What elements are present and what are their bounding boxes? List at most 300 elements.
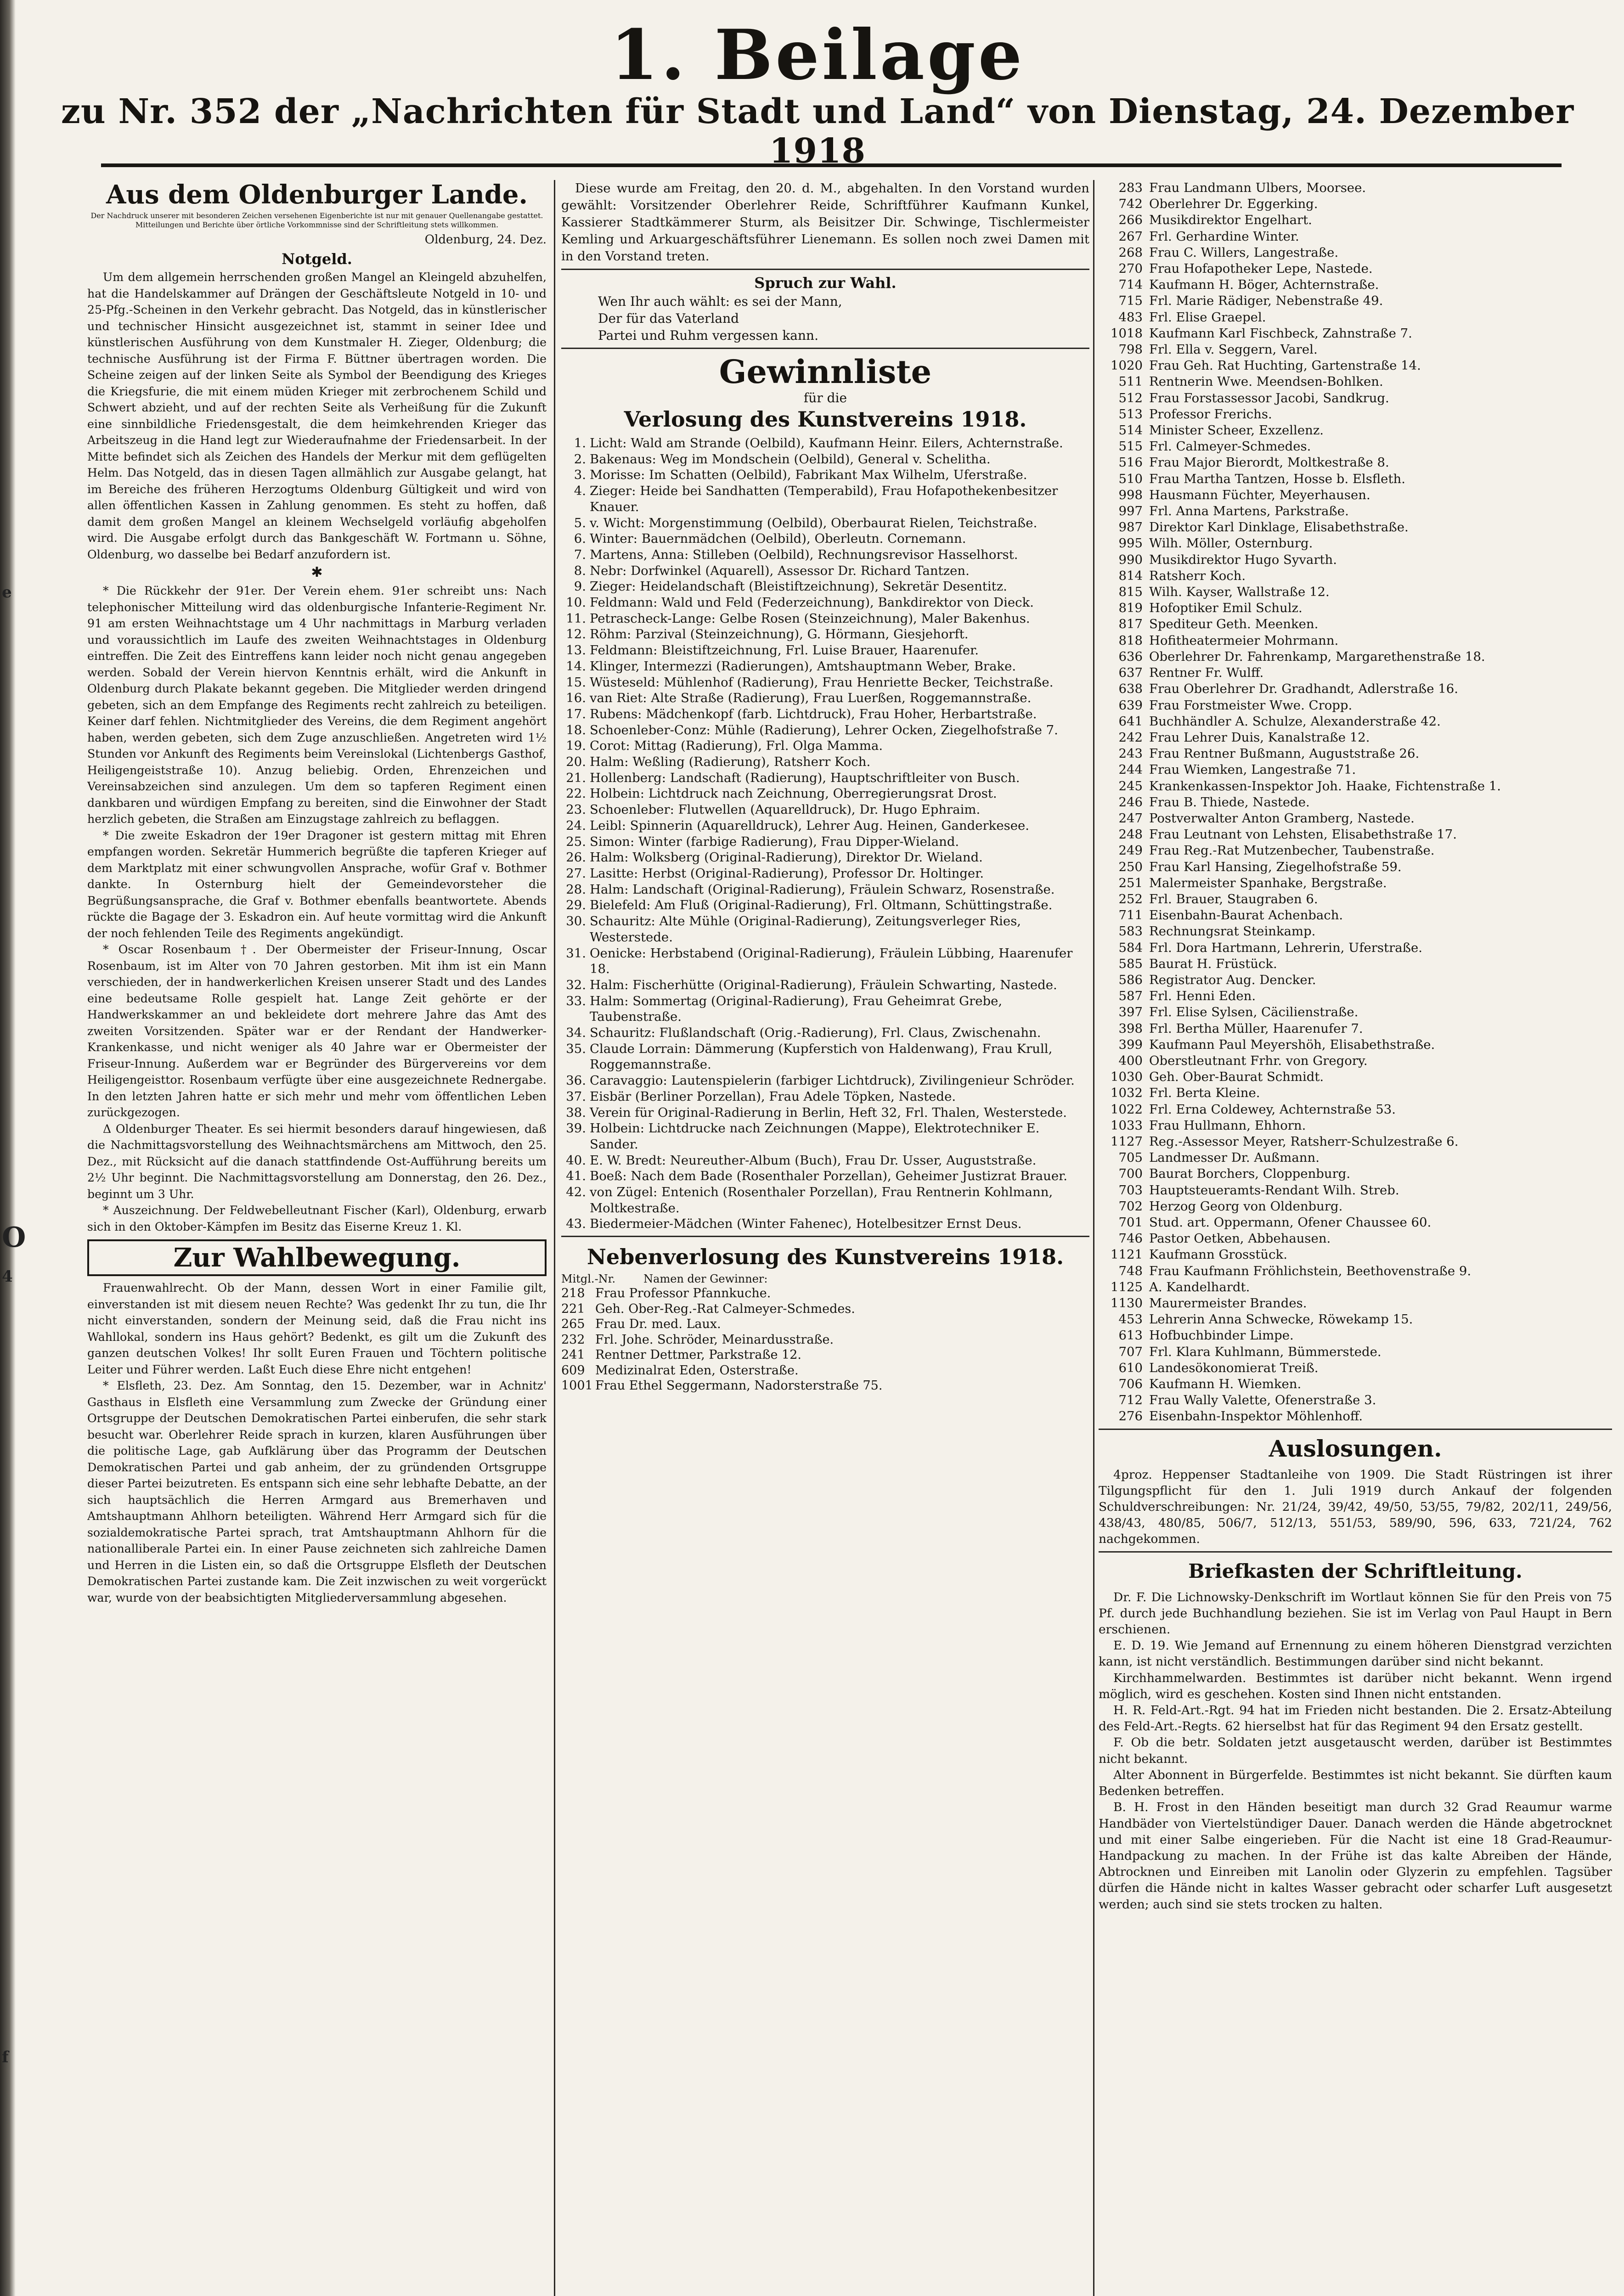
entry-text: Frl. Klara Kuhlmann, Bümmerstede. bbox=[1149, 1344, 1382, 1359]
entry-number: 819 bbox=[1118, 601, 1143, 616]
prize-entry bbox=[561, 1216, 1089, 1232]
entry-number: 8. bbox=[574, 563, 586, 578]
entry-text: Wilh. Möller, Osternburg. bbox=[1149, 536, 1313, 551]
column-rule bbox=[554, 180, 555, 2296]
entry-text: Hauptsteueramts-Rendant Wilh. Streb. bbox=[1149, 1182, 1399, 1198]
prize-entry bbox=[561, 897, 1089, 913]
winner-entry bbox=[1099, 519, 1612, 535]
entry-text: Frl. Gerhardine Winter. bbox=[1149, 229, 1299, 244]
entry-number: 516 bbox=[1118, 455, 1143, 470]
entry-text: Winter: Bauernmädchen (Oelbild), Oberleutn. Cornemann. bbox=[590, 531, 966, 546]
entry-number: 700 bbox=[1118, 1166, 1143, 1182]
entry-number: 714 bbox=[1118, 277, 1143, 293]
winner-entry bbox=[1099, 827, 1612, 843]
prize-entry bbox=[561, 531, 1089, 547]
winner-entry bbox=[1099, 616, 1612, 632]
winner-list bbox=[1099, 180, 1612, 1425]
entry-number: 1125 bbox=[1111, 1279, 1143, 1294]
prize-entry bbox=[561, 834, 1089, 850]
entry-text: van Riet: Alte Straße (Radierung), Frau Luerßen, Roggemannstraße. bbox=[590, 691, 1032, 706]
entry-number: 232 bbox=[561, 1332, 585, 1347]
side-prize-entry bbox=[561, 1301, 1089, 1317]
prize-entry bbox=[561, 977, 1089, 993]
entry-number: 221 bbox=[561, 1301, 585, 1316]
entry-number: 641 bbox=[1118, 714, 1143, 729]
winner-entry bbox=[1099, 584, 1612, 600]
entry-number: 514 bbox=[1118, 423, 1143, 438]
entry-text: Feldmann: Wald und Feld (Federzeichnung), Bankdirektor von Dieck. bbox=[590, 595, 1034, 610]
winner-entry bbox=[1099, 293, 1612, 309]
member-no-header: Mitgl.-Nr. bbox=[561, 1272, 616, 1286]
divider bbox=[561, 1236, 1089, 1237]
news-item: Δ Oldenburger Theater. Es sei hiermit besonders darauf hingewiesen, daß die Nachmittagsvorstellung des Weihnachtsmärchens am Mittwoch, den 25. Dez., mit Rücksicht auf die danach stattfindende Ost-Aufführung bereits um 2½ Uhr beginnt. Die Nachmittagsvorstellung am Donnerstag, den 26. Dez., beginnt um 3 Uhr. bbox=[87, 1122, 547, 1201]
prize-entry bbox=[561, 993, 1089, 1025]
prize-entry bbox=[561, 866, 1089, 882]
entry-number: 1121 bbox=[1111, 1247, 1143, 1262]
entry-number: 637 bbox=[1118, 665, 1143, 681]
entry-number: 11. bbox=[566, 611, 586, 626]
entry-number: 701 bbox=[1118, 1215, 1143, 1230]
side-prize-entry bbox=[561, 1286, 1089, 1301]
winner-entry bbox=[1099, 261, 1612, 277]
edge-fragment: e bbox=[2, 583, 12, 602]
entry-number: 265 bbox=[561, 1317, 585, 1332]
winner-entry bbox=[1099, 1360, 1612, 1376]
winner-entry bbox=[1099, 1215, 1612, 1231]
entry-number: 511 bbox=[1118, 374, 1143, 389]
entry-text: Baurat Borchers, Cloppenburg. bbox=[1149, 1166, 1351, 1182]
entry-text: Eisenbahn-Baurat Achenbach. bbox=[1149, 908, 1343, 923]
masthead bbox=[28, 15, 1607, 171]
entry-text: Geh. Ober-Baurat Schmidt. bbox=[1149, 1069, 1324, 1085]
prize-entry bbox=[561, 547, 1089, 563]
entry-text: Frau Oberlehrer Dr. Gradhandt, Adlerstraße 16. bbox=[1149, 681, 1458, 697]
reprint-note: Der Nachdruck unserer mit besonderen Zeichen versehenen Eigenberichte ist nur mit genauer Quellenangabe gestattet. Mitteilungen und Berichte über örtliche Vorkommnisse sind der Schriftleitung stets willkommen. bbox=[90, 211, 543, 229]
winner-entry bbox=[1099, 180, 1612, 196]
entry-text: Landesökonomierat Treiß. bbox=[1149, 1360, 1319, 1375]
entry-number: 998 bbox=[1118, 487, 1143, 502]
entry-number: 510 bbox=[1118, 471, 1143, 486]
edge-fragment: O bbox=[2, 1221, 26, 1254]
entry-text: Halm: Fischerhütte (Original-Radierung), Fräulein Schwarting, Nastede. bbox=[590, 977, 1057, 992]
prize-entry bbox=[561, 675, 1089, 691]
prize-entry bbox=[561, 563, 1089, 579]
prize-entry bbox=[561, 467, 1089, 483]
winner-entry bbox=[1099, 568, 1612, 584]
entry-number: 583 bbox=[1118, 924, 1143, 939]
gewinnliste-subtitle: für die bbox=[803, 390, 847, 405]
entry-number: 1033 bbox=[1111, 1118, 1143, 1133]
winner-entry bbox=[1099, 310, 1612, 326]
entry-number: 242 bbox=[1118, 730, 1143, 745]
winner-entry bbox=[1099, 698, 1612, 714]
prize-entry bbox=[561, 626, 1089, 642]
winner-entry bbox=[1099, 503, 1612, 519]
entry-text: Frau B. Thiede, Nastede. bbox=[1149, 794, 1310, 810]
prize-entry bbox=[561, 579, 1089, 595]
entry-text: Ratsherr Koch. bbox=[1149, 568, 1246, 583]
prize-entry bbox=[561, 945, 1089, 977]
letter-answer: B. H. Frost in den Händen beseitigt man durch 32 Grad Reaumur warme Handbäder von Viertelstündiger Dauer. Danach werden die Hände abgetrocknet und mit einer Salbe eingerieben. Für die Nacht ist eine 18 Grad-Reaumur-Handpackung zu machen. In der Frühe ist das kalte Abreiben der Hände, Abtrocknen und Einreiben mit Lanolin oder Glyzerin zu empfehlen. Tagsüber dürfen die Hände nicht in kaltes Wasser gebracht oder scharfer Luft ausgesetzt werden; auch sind sie stets trocken zu halten. bbox=[1099, 1800, 1612, 1912]
entry-number: 17. bbox=[566, 706, 586, 721]
winner-entry bbox=[1099, 1069, 1612, 1085]
column-lottery bbox=[561, 180, 1089, 2296]
entry-number: 587 bbox=[1118, 989, 1143, 1004]
winner-entry bbox=[1099, 1182, 1612, 1199]
entry-number: 22. bbox=[566, 786, 586, 801]
entry-number: 18. bbox=[566, 722, 586, 737]
poem-line: Wen Ihr auch wählt: es sei der Mann, bbox=[598, 294, 842, 309]
entry-number: 483 bbox=[1118, 310, 1143, 325]
winner-entry bbox=[1099, 455, 1612, 471]
entry-number: 4. bbox=[574, 484, 586, 499]
prize-entry bbox=[561, 850, 1089, 866]
entry-text: Oberlehrer Dr. Eggerking. bbox=[1149, 197, 1318, 212]
entry-number: 746 bbox=[1118, 1231, 1143, 1246]
prize-entry bbox=[561, 1184, 1089, 1216]
winner-entry bbox=[1099, 552, 1612, 568]
entry-text: Direktor Karl Dinklage, Elisabethstraße. bbox=[1149, 520, 1409, 535]
entry-text: v. Wicht: Morgenstimmung (Oelbild), Oberbaurat Rielen, Teichstraße. bbox=[590, 515, 1038, 530]
side-prize-entry bbox=[561, 1317, 1089, 1332]
winner-entry bbox=[1099, 1166, 1612, 1182]
winner-entry bbox=[1099, 1021, 1612, 1037]
letter-answer: Kirchhammelwarden. Bestimmtes ist darüber nicht bekannt. Wenn irgend möglich, wird es geschehen. Kosten sind Ihnen nicht entstanden. bbox=[1099, 1671, 1612, 1701]
winner-entry bbox=[1099, 277, 1612, 293]
entry-number: 247 bbox=[1118, 810, 1143, 826]
entry-text: Geh. Ober-Reg.-Rat Calmeyer-Schmedes. bbox=[595, 1301, 855, 1316]
entry-text: Schauritz: Alte Mühle (Original-Radierung), Zeitungsverleger Ries, Westerstede. bbox=[590, 914, 1021, 945]
entry-text: Halm: Landschaft (Original-Radierung), Fräulein Schwarz, Rosenstraße. bbox=[590, 882, 1055, 897]
entry-number: 997 bbox=[1118, 504, 1143, 519]
entry-number: 30. bbox=[566, 914, 586, 929]
entry-number: 400 bbox=[1118, 1053, 1143, 1068]
prize-entry bbox=[561, 913, 1089, 945]
entry-number: 43. bbox=[566, 1216, 586, 1232]
winner-entry bbox=[1099, 972, 1612, 988]
winner-entry bbox=[1099, 374, 1612, 390]
entry-number: 817 bbox=[1118, 617, 1143, 632]
winner-entry bbox=[1099, 746, 1612, 762]
entry-text: Kaufmann Paul Meyershöh, Elisabethstraße. bbox=[1149, 1037, 1435, 1052]
prize-entry bbox=[561, 1120, 1089, 1152]
entry-text: Spediteur Geth. Meenken. bbox=[1149, 617, 1319, 632]
entry-text: Oberstleutnant Frhr. von Gregory. bbox=[1149, 1053, 1368, 1068]
entry-text: Kaufmann H. Wiemken. bbox=[1149, 1377, 1302, 1392]
entry-text: Oberlehrer Dr. Fahrenkamp, Margarethenstraße 18. bbox=[1149, 649, 1485, 664]
entry-number: 25. bbox=[566, 834, 586, 849]
winner-entry bbox=[1099, 891, 1612, 907]
entry-number: 6. bbox=[574, 531, 586, 546]
winner-entry bbox=[1099, 1311, 1612, 1328]
entry-text: Minister Scheer, Exzellenz. bbox=[1149, 423, 1324, 438]
winner-entry bbox=[1099, 390, 1612, 406]
entry-text: Feldmann: Bleistiftzeichnung, Frl. Luise Brauer, Haarenufer. bbox=[590, 643, 979, 658]
gewinnliste-subtitle-2: Verlosung des Kunstvereins 1918. bbox=[624, 407, 1027, 432]
entry-text: Frl. Erna Coldewey, Achternstraße 53. bbox=[1149, 1102, 1396, 1117]
winner-entry bbox=[1099, 600, 1612, 616]
entry-number: 36. bbox=[566, 1073, 586, 1088]
entry-text: Professor Frerichs. bbox=[1149, 406, 1272, 422]
entry-number: 1020 bbox=[1111, 358, 1143, 373]
entry-text: Frau C. Willers, Langestraße. bbox=[1149, 245, 1339, 260]
poem-line: Der für das Vaterland bbox=[598, 311, 739, 326]
winner-entry bbox=[1099, 487, 1612, 503]
entry-number: 814 bbox=[1118, 568, 1143, 583]
prize-entry bbox=[561, 690, 1089, 706]
prize-list bbox=[561, 435, 1089, 1232]
winner-entry bbox=[1099, 1199, 1612, 1215]
entry-text: Frl. Elise Graepel. bbox=[1149, 310, 1266, 325]
entry-text: Bielefeld: Am Fluß (Original-Radierung), Frl. Oltmann, Schüttingstraße. bbox=[590, 898, 1053, 913]
winner-entry bbox=[1099, 794, 1612, 810]
winner-entry bbox=[1099, 1053, 1612, 1069]
entry-text: Frau Forstassessor Jacobi, Sandkrug. bbox=[1149, 390, 1389, 405]
auslosungen-title: Auslosungen. bbox=[1269, 1435, 1442, 1462]
prize-entry bbox=[561, 706, 1089, 722]
election-intro: Diese wurde am Freitag, den 20. d. M., abgehalten. In den Vorstand wurden gewählt: Vorsitzender Oberlehrer Reide, Schriftführer Kaufmann Kunkel, Kassierer Stadtkämmerer Sturm, als Beisitzer Dir. Schwinge, Tischlermeister Kemling und Arkuargeschäftsführer Lienemann. Es sollen noch zwei Damen mit in den Vorstand treten. bbox=[561, 181, 1089, 264]
entry-number: 706 bbox=[1118, 1377, 1143, 1392]
entry-text: Malermeister Spanhake, Bergstraße. bbox=[1149, 875, 1387, 890]
entry-number: 9. bbox=[574, 579, 586, 594]
auslosungen-text: 4proz. Heppenser Stadtanleihe von 1909. Die Stadt Rüstringen ist ihrer Tilgungspflicht für den 1. Juli 1919 durch Ankauf der folgenden Schuldverschreibungen: Nr. 21/24, 39/42, 49/50, 53/55, 79/82, 202/11, 249/56, 438/43, 480/85, 506/7, 512/13, 551/53, 589/90, 596, 633, 721/24, 762 nachgekommen. bbox=[1099, 1467, 1612, 1547]
entry-text: Frau Hullmann, Ehhorn. bbox=[1149, 1118, 1306, 1133]
entry-number: 748 bbox=[1118, 1263, 1143, 1278]
entry-number: 513 bbox=[1118, 406, 1143, 422]
entry-number: 27. bbox=[566, 866, 586, 881]
winner-entry bbox=[1099, 1392, 1612, 1408]
prize-entry bbox=[561, 786, 1089, 802]
entry-number: 702 bbox=[1118, 1199, 1143, 1214]
entry-text: Rentnerin Wwe. Meendsen-Bohlken. bbox=[1149, 374, 1383, 389]
side-prize-entry bbox=[561, 1332, 1089, 1348]
letter-answer: Dr. F. Die Lichnowsky-Denkschrift im Wortlaut können Sie für den Preis von 75 Pf. durch jede Buchhandlung beziehen. Sie ist im Verlag von Paul Haupt in Bern erschienen. bbox=[1099, 1590, 1612, 1637]
entry-text: Frau Ethel Seggermann, Nadorsterstraße 75. bbox=[595, 1379, 883, 1393]
entry-number: 14. bbox=[566, 658, 586, 674]
entry-text: Rechnungsrat Steinkamp. bbox=[1149, 924, 1316, 939]
winner-entry bbox=[1099, 406, 1612, 422]
header-rule bbox=[101, 163, 1562, 167]
wahl-item: Frauenwahlrecht. Ob der Mann, dessen Wort in einer Familie gilt, einverstanden ist mit diesem neuen Rechte? Was gedenkt Ihr zu tun, die Ihr nicht einverstanden, sondern der Meinung seid, daß die Frau nicht ins Wahllokal, sondern ins Haus gehört? Bedenkt, es gilt um die Zukunft des ganzen deutschen Volkes! Ihr sollt Euren Frauen und Töchtern politische Leiter und Führer werden. Laßt Euch diese Ehre nicht entgehen! bbox=[87, 1281, 547, 1376]
winner-entry bbox=[1099, 859, 1612, 875]
entry-number: 248 bbox=[1118, 827, 1143, 842]
entry-number: 5. bbox=[574, 515, 586, 530]
winner-entry bbox=[1099, 665, 1612, 681]
entry-text: Wilh. Kayser, Wallstraße 12. bbox=[1149, 585, 1330, 600]
prize-entry bbox=[561, 722, 1089, 738]
entry-text: Hofbuchbinder Limpe. bbox=[1149, 1328, 1294, 1343]
entry-text: Holbein: Lichtdruck nach Zeichnung, Oberregierungsrat Drost. bbox=[590, 786, 997, 801]
prize-entry bbox=[561, 818, 1089, 834]
entry-number: 218 bbox=[561, 1286, 585, 1301]
entry-number: 638 bbox=[1118, 681, 1143, 697]
entry-text: Hofoptiker Emil Schulz. bbox=[1149, 601, 1303, 616]
entry-number: 243 bbox=[1118, 746, 1143, 761]
entry-number: 37. bbox=[566, 1089, 586, 1104]
entry-text: Frl. Bertha Müller, Haarenufer 7. bbox=[1149, 1021, 1363, 1036]
entry-number: 1018 bbox=[1111, 326, 1143, 341]
side-prize-entry bbox=[561, 1378, 1089, 1394]
winner-entry bbox=[1099, 923, 1612, 940]
entry-number: 244 bbox=[1118, 762, 1143, 777]
entry-text: Frau Leutnant von Lehsten, Elisabethstraße 17. bbox=[1149, 827, 1457, 842]
entry-text: Eisenbahn-Inspektor Möhlenhoff. bbox=[1149, 1409, 1363, 1424]
prize-entry bbox=[561, 754, 1089, 770]
winner-entry bbox=[1099, 649, 1612, 665]
spruch-title: Spruch zur Wahl. bbox=[754, 274, 897, 292]
entry-text: Leibl: Spinnerin (Aquarelldruck), Lehrer Aug. Heinen, Ganderkesee. bbox=[590, 818, 1029, 833]
nebenverlosung-title: Nebenverlosung des Kunstvereins 1918. bbox=[586, 1244, 1064, 1270]
winner-entry bbox=[1099, 681, 1612, 697]
entry-text: Reg.-Assessor Meyer, Ratsherr-Schulzestraße 6. bbox=[1149, 1134, 1459, 1149]
entry-number: 23. bbox=[566, 802, 586, 817]
entry-number: 397 bbox=[1118, 1005, 1143, 1020]
wahl-item: * Elsfleth, 23. Dez. Am Sonntag, den 15. Dezember, war in Achnitz' Gasthaus in Elsfleth eine Versammlung zum Zwecke der Gründung einer Ortsgruppe der Deutschen Demokratischen Partei einberufen, die sehr stark besucht war. Oberlehrer Reide sprach in kurzen, klaren Ausführungen über die politische Lage, gab Aufklärung über das Programm der Deutschen Demokratischen Partei und gab anheim, der zu gründenden Ortsgruppe dieser Partei beizutreten. Es entspann sich eine sehr lebhafte Debatte, an der sich hauptsächlich die Herren Armgard aus Bremerhaven und Amtshauptmann Ahlhorn beteiligten. Während Herr Armgard sich für die sozialdemokratische Partei sprach, trat Amtshauptmann Ahlhorn für die nationalliberale Partei ein. In einer Pause zeichneten sich zahlreiche Damen und Herren in die Listen ein, so daß die Ortsgruppe Elsfleth der Deutschen Demokratischen Partei zustande kam. Die Zeit inzwischen zu weit vorgerückt war, wurde von der beabsichtigten Mitgliederversammlung abgesehen. bbox=[87, 1379, 547, 1604]
winner-header: Namen der Gewinner: bbox=[643, 1272, 768, 1286]
entry-number: 29. bbox=[566, 898, 586, 913]
entry-number: 453 bbox=[1118, 1312, 1143, 1327]
entry-text: Frau Rentner Bußmann, Auguststraße 26. bbox=[1149, 746, 1420, 761]
entry-number: 613 bbox=[1118, 1328, 1143, 1343]
entry-text: Claude Lorrain: Dämmerung (Kupferstich von Haldenwang), Frau Krull, Roggemannstraße. bbox=[590, 1041, 1053, 1072]
entry-number: 1022 bbox=[1111, 1102, 1143, 1117]
entry-number: 28. bbox=[566, 882, 586, 897]
entry-text: Kaufmann Karl Fischbeck, Zahnstraße 7. bbox=[1149, 326, 1412, 341]
entry-text: Frau Forstmeister Wwe. Cropp. bbox=[1149, 698, 1353, 713]
entry-number: 42. bbox=[566, 1185, 586, 1200]
prize-entry bbox=[561, 1041, 1089, 1073]
entry-number: 276 bbox=[1118, 1409, 1143, 1424]
news-item: * Die zweite Eskadron der 19er Dragoner ist gestern mittag mit Ehren empfangen worden. Sekretär Hummerich begrüßte die tapferen Krieger auf dem Marktplatz mit einer schwungvollen Ansprache, wofür Graf v. Bothmer dankte. In Osternburg hielt der Gemeindevorsteher die Begrüßungsansprache, die Graf v. Bothmer ebenfalls beantwortete. Abends rückte die Bagage der 3. Eskadron ein. Auf heute vormittag wird die Ankunft der noch fehlenden Teile des Regiments angekündigt. bbox=[87, 828, 547, 940]
letter-answer: Alter Abonnent in Bürgerfelde. Bestimmtes ist nicht bekannt. Sie dürften kaum Bedenken betreffen. bbox=[1099, 1767, 1612, 1799]
prize-entry bbox=[561, 770, 1089, 786]
prize-entry bbox=[561, 435, 1089, 451]
entry-text: Frau Wiemken, Langestraße 71. bbox=[1149, 762, 1356, 777]
entry-number: 703 bbox=[1118, 1182, 1143, 1198]
entry-text: Rubens: Mädchenkopf (farb. Lichtdruck), Frau Hoher, Herbartstraße. bbox=[590, 706, 1037, 721]
entry-text: Frl. Calmeyer-Schmedes. bbox=[1149, 439, 1311, 454]
winner-entry bbox=[1099, 1263, 1612, 1279]
prize-entry bbox=[561, 483, 1089, 515]
entry-number: 1130 bbox=[1111, 1296, 1143, 1311]
entry-number: 268 bbox=[1118, 245, 1143, 260]
entry-text: Hollenberg: Landschaft (Radierung), Hauptschriftleiter von Busch. bbox=[590, 770, 1020, 785]
entry-text: Musikdirektor Hugo Syvarth. bbox=[1149, 552, 1337, 567]
entry-text: Musikdirektor Engelhart. bbox=[1149, 213, 1312, 228]
entry-text: Frau Landmann Ulbers, Moorsee. bbox=[1149, 180, 1366, 195]
entry-number: 33. bbox=[566, 993, 586, 1008]
dateline: Oldenburg, 24. Dez. bbox=[424, 233, 547, 247]
prize-entry bbox=[561, 642, 1089, 658]
entry-text: Frl. Brauer, Staugraben 6. bbox=[1149, 891, 1318, 906]
winner-entry bbox=[1099, 810, 1612, 827]
entry-number: 1. bbox=[574, 436, 586, 450]
entry-text: Licht: Wald am Strande (Oelbild), Kaufmann Heinr. Eilers, Achternstraße. bbox=[590, 436, 1063, 450]
entry-number: 15. bbox=[566, 675, 586, 690]
letter-answer: F. Ob die betr. Soldaten jetzt ausgetauscht werden, darüber ist Bestimmtes nicht bekannt. bbox=[1099, 1735, 1612, 1766]
entry-text: Frl. Dora Hartmann, Lehrerin, Uferstraße. bbox=[1149, 940, 1423, 955]
entry-text: Corot: Mittag (Radierung), Frl. Olga Mamma. bbox=[590, 738, 883, 754]
entry-text: Frl. Marie Rädiger, Nebenstraße 49. bbox=[1149, 293, 1383, 309]
prize-entry bbox=[561, 1073, 1089, 1089]
column-local-news bbox=[87, 180, 547, 2296]
entry-number: 1127 bbox=[1111, 1134, 1143, 1149]
briefkasten-title: Briefkasten der Schriftleitung. bbox=[1188, 1559, 1522, 1582]
entry-text: Simon: Winter (farbige Radierung), Frau Dipper-Wieland. bbox=[590, 834, 959, 849]
winner-entry bbox=[1099, 229, 1612, 245]
prize-entry bbox=[561, 595, 1089, 611]
prize-entry bbox=[561, 611, 1089, 627]
entry-number: 32. bbox=[566, 977, 586, 992]
column-winners bbox=[1099, 180, 1612, 2296]
entry-number: 609 bbox=[561, 1363, 585, 1378]
winner-entry bbox=[1099, 940, 1612, 956]
entry-number: 250 bbox=[1118, 859, 1143, 874]
entry-number: 19. bbox=[566, 738, 586, 754]
entry-text: Frau Karl Hansing, Ziegelhofstraße 59. bbox=[1149, 859, 1402, 874]
entry-text: Frau Dr. med. Laux. bbox=[595, 1317, 721, 1332]
entry-number: 24. bbox=[566, 818, 586, 833]
entry-text: Frau Hofapotheker Lepe, Nastede. bbox=[1149, 261, 1373, 276]
prize-entry bbox=[561, 802, 1089, 818]
winner-entry bbox=[1099, 1102, 1612, 1118]
entry-number: 10. bbox=[566, 595, 586, 610]
entry-number: 16. bbox=[566, 691, 586, 706]
entry-number: 1001 bbox=[561, 1379, 593, 1393]
entry-text: Stud. art. Oppermann, Ofener Chaussee 60. bbox=[1149, 1215, 1432, 1230]
entry-text: Frau Kaufmann Fröhlichstein, Beethovenstraße 9. bbox=[1149, 1263, 1472, 1278]
winner-entry bbox=[1099, 762, 1612, 778]
entry-text: Frau Professor Pfannkuche. bbox=[595, 1286, 771, 1301]
winner-entry bbox=[1099, 1279, 1612, 1295]
side-prize-list bbox=[561, 1286, 1089, 1394]
divider bbox=[1099, 1551, 1612, 1553]
entry-text: Postverwalter Anton Gramberg, Nastede. bbox=[1149, 810, 1415, 826]
entry-number: 398 bbox=[1118, 1021, 1143, 1036]
entry-text: Registrator Aug. Dencker. bbox=[1149, 972, 1316, 987]
entry-text: Hausmann Füchter, Meyerhausen. bbox=[1149, 487, 1370, 502]
winner-entry bbox=[1099, 1328, 1612, 1344]
entry-text: Landmesser Dr. Außmann. bbox=[1149, 1150, 1320, 1165]
divider bbox=[561, 348, 1089, 349]
winner-entry bbox=[1099, 439, 1612, 455]
entry-number: 270 bbox=[1118, 261, 1143, 276]
entry-number: 7. bbox=[574, 547, 586, 562]
entry-number: 41. bbox=[566, 1169, 586, 1184]
entry-number: 246 bbox=[1118, 794, 1143, 810]
entry-number: 266 bbox=[1118, 213, 1143, 228]
entry-number: 987 bbox=[1118, 520, 1143, 535]
entry-text: Frl. Anna Martens, Parkstraße. bbox=[1149, 504, 1349, 519]
winner-entry bbox=[1099, 196, 1612, 212]
gewinnliste-title: Gewinnliste bbox=[719, 353, 932, 391]
entry-text: Pastor Oetken, Abbehausen. bbox=[1149, 1231, 1331, 1246]
side-prize-entry bbox=[561, 1347, 1089, 1363]
entry-text: Frau Martha Tantzen, Hosse b. Elsfleth. bbox=[1149, 471, 1405, 486]
prize-entry bbox=[561, 1025, 1089, 1041]
winner-entry bbox=[1099, 535, 1612, 551]
entry-number: 26. bbox=[566, 850, 586, 865]
divider bbox=[561, 269, 1089, 270]
entry-text: Schauritz: Flußlandschaft (Orig.-Radierung), Frl. Claus, Zwischenahn. bbox=[590, 1025, 1041, 1041]
entry-text: Kaufmann Grosstück. bbox=[1149, 1247, 1287, 1262]
winner-entry bbox=[1099, 633, 1612, 649]
page-fold-edge bbox=[0, 0, 16, 2296]
prize-entry bbox=[561, 658, 1089, 675]
entry-text: Halm: Wolksberg (Original-Radierung), Direktor Dr. Wieland. bbox=[590, 850, 983, 865]
entry-number: 2. bbox=[574, 451, 586, 467]
entry-number: 585 bbox=[1118, 956, 1143, 971]
